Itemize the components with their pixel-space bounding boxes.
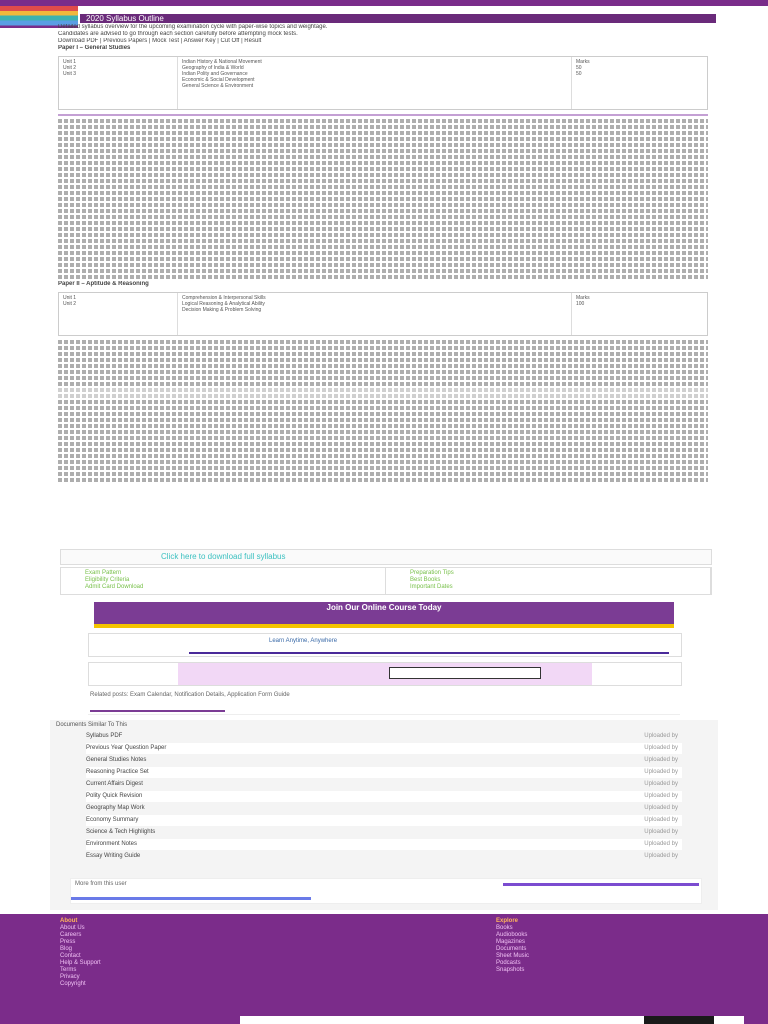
table-b-col-2 bbox=[178, 293, 572, 335]
related-link[interactable]: Best Books bbox=[410, 577, 441, 583]
document-meta: Uploaded by bbox=[644, 781, 678, 787]
document-title[interactable]: Essay Writing Guide bbox=[86, 853, 141, 859]
document-meta: Uploaded by bbox=[644, 745, 678, 751]
text-row bbox=[58, 125, 708, 129]
text-row bbox=[58, 436, 708, 440]
section-divider bbox=[58, 114, 708, 116]
text-row bbox=[58, 155, 708, 159]
document-title[interactable]: Economy Summary bbox=[86, 817, 139, 823]
document-meta: Uploaded by bbox=[644, 841, 678, 847]
footer-link[interactable]: Podcasts bbox=[496, 960, 521, 966]
text-row bbox=[58, 197, 708, 201]
text-row bbox=[58, 245, 708, 249]
related-link[interactable]: Exam Pattern bbox=[85, 570, 122, 576]
more-from-user bbox=[70, 878, 702, 904]
document-meta: Uploaded by bbox=[644, 829, 678, 835]
intro-line-2: Candidates are advised to go through each section carefully before attempting mock tests. bbox=[58, 31, 298, 37]
list-item[interactable] bbox=[86, 791, 682, 802]
text-row bbox=[58, 364, 708, 368]
document-title[interactable]: Reasoning Practice Set bbox=[86, 769, 149, 775]
text-row bbox=[58, 388, 708, 392]
table-b-col-1 bbox=[59, 293, 178, 335]
footer-link[interactable]: Press bbox=[60, 939, 76, 945]
text-row bbox=[58, 191, 708, 195]
list-item[interactable] bbox=[86, 851, 682, 862]
footer-col-left bbox=[60, 918, 101, 988]
list-item[interactable] bbox=[86, 815, 682, 826]
list-item[interactable] bbox=[86, 827, 682, 838]
table-cell: General Science & Environment bbox=[182, 83, 254, 89]
promo-banner-text: Join Our Online Course Today bbox=[326, 603, 442, 612]
text-row bbox=[58, 179, 708, 183]
footer-link[interactable]: Magazines bbox=[496, 939, 526, 945]
document-meta: Uploaded by bbox=[644, 757, 678, 763]
text-row bbox=[58, 460, 708, 464]
related-links-right bbox=[386, 568, 711, 594]
text-row bbox=[58, 382, 708, 386]
text-row bbox=[58, 406, 708, 410]
text-row bbox=[58, 251, 708, 255]
table-cell: 50 bbox=[576, 65, 582, 71]
document-title[interactable]: Syllabus PDF bbox=[86, 733, 123, 739]
text-row bbox=[58, 185, 708, 189]
list-item[interactable] bbox=[86, 755, 682, 766]
similar-documents bbox=[50, 720, 718, 910]
related-link[interactable]: Important Dates bbox=[410, 584, 453, 590]
text-row bbox=[58, 466, 708, 470]
footer-heading: Explore bbox=[496, 918, 519, 924]
ad-slot-1[interactable] bbox=[88, 633, 682, 657]
table-cell: Unit 3 bbox=[63, 71, 77, 77]
footer-link[interactable]: Contact bbox=[60, 953, 81, 959]
text-row bbox=[58, 119, 708, 123]
quick-links[interactable]: Download PDF | Previous Papers | Mock Test | Answer Key | Cut Off | Result bbox=[58, 38, 262, 44]
text-row bbox=[58, 454, 708, 458]
text-row bbox=[58, 472, 708, 476]
text-row bbox=[58, 424, 708, 428]
ad-frame bbox=[389, 667, 541, 679]
ad-strip bbox=[189, 652, 669, 654]
document-title[interactable]: Polity Quick Revision bbox=[86, 793, 143, 799]
text-row bbox=[58, 161, 708, 165]
footer-link[interactable]: Documents bbox=[496, 946, 527, 952]
footer-link[interactable]: Help & Support bbox=[60, 960, 101, 966]
list-item[interactable] bbox=[86, 731, 682, 742]
site-footer bbox=[0, 914, 768, 1024]
related-link[interactable]: Eligibility Criteria bbox=[85, 577, 130, 583]
text-row bbox=[58, 448, 708, 452]
text-row bbox=[58, 442, 708, 446]
table-cell: Indian History & National Movement bbox=[182, 59, 262, 65]
download-bar[interactable] bbox=[60, 549, 712, 565]
footer-badge[interactable] bbox=[644, 1016, 714, 1024]
table-cell: Economic & Social Development bbox=[182, 77, 255, 83]
footer-link[interactable]: Copyright bbox=[60, 981, 86, 987]
text-row bbox=[58, 233, 708, 237]
footer-link[interactable]: Careers bbox=[60, 932, 82, 938]
related-posts-underline bbox=[90, 710, 225, 712]
table-cell: Decision Making & Problem Solving bbox=[182, 307, 262, 313]
text-row bbox=[58, 418, 708, 422]
section-a-title: Paper I – General Studies bbox=[58, 45, 131, 51]
table-cell: Unit 2 bbox=[63, 301, 77, 307]
text-row bbox=[58, 203, 708, 207]
related-link[interactable]: Preparation Tips bbox=[410, 570, 454, 576]
document-meta: Uploaded by bbox=[644, 817, 678, 823]
footer-link[interactable]: Terms bbox=[60, 967, 77, 973]
table-cell: Comprehension & Interpersonal Skills bbox=[182, 295, 266, 301]
text-row bbox=[58, 149, 708, 153]
top-bar bbox=[0, 0, 768, 6]
document-meta: Uploaded by bbox=[644, 733, 678, 739]
text-row bbox=[58, 215, 708, 219]
document-meta: Uploaded by bbox=[644, 793, 678, 799]
table-cell: 50 bbox=[576, 71, 582, 77]
ad-text: Learn Anytime, Anywhere bbox=[269, 638, 338, 644]
section-b-title: Paper II – Aptitude & Reasoning bbox=[58, 281, 149, 287]
promo-banner[interactable] bbox=[94, 602, 674, 624]
footer-heading: About bbox=[60, 918, 78, 924]
document-title[interactable]: Geography Map Work bbox=[86, 805, 145, 811]
document-title[interactable]: Current Affairs Digest bbox=[86, 781, 143, 787]
text-row bbox=[58, 143, 708, 147]
document-title[interactable]: Environment Notes bbox=[86, 841, 138, 847]
page-title: 2020 Syllabus Outline bbox=[86, 14, 164, 23]
page-title-bar bbox=[80, 14, 716, 23]
text-row bbox=[58, 257, 708, 261]
download-link[interactable]: Click here to download full syllabus bbox=[161, 552, 286, 561]
document-title[interactable]: Previous Year Question Paper bbox=[86, 745, 167, 751]
document-title[interactable]: Science & Tech Highlights bbox=[86, 829, 156, 835]
document-meta: Uploaded by bbox=[644, 805, 678, 811]
text-row bbox=[58, 275, 708, 279]
text-row bbox=[58, 400, 708, 404]
text-row bbox=[58, 478, 708, 482]
footer-bottom-bar bbox=[240, 1016, 744, 1024]
syllabus-table-a bbox=[58, 56, 708, 110]
text-row bbox=[58, 430, 708, 434]
footer-link[interactable]: Books bbox=[496, 925, 513, 931]
document-title[interactable]: General Studies Notes bbox=[86, 757, 147, 763]
more-from-user-bar bbox=[71, 897, 311, 900]
footer-link[interactable]: Blog bbox=[60, 946, 73, 952]
table-cell: Unit 1 bbox=[63, 59, 77, 65]
document-meta: Uploaded by bbox=[644, 853, 678, 859]
footer-col-right bbox=[496, 918, 529, 974]
more-from-user-bar bbox=[503, 883, 699, 886]
related-link[interactable]: Admit Card Download bbox=[85, 584, 144, 590]
promo-banner-stripe bbox=[94, 624, 674, 628]
table-cell: Marks bbox=[576, 295, 590, 301]
text-row bbox=[58, 167, 708, 171]
text-row bbox=[58, 370, 708, 374]
list-item[interactable] bbox=[86, 839, 682, 850]
text-row bbox=[58, 221, 708, 225]
text-row bbox=[58, 239, 708, 243]
more-from-user-text[interactable]: More from this user bbox=[75, 881, 127, 887]
similar-documents-heading: Documents Similar To This bbox=[56, 722, 128, 728]
table-a-col-2 bbox=[178, 57, 572, 109]
text-row bbox=[58, 352, 708, 356]
table-cell: Unit 1 bbox=[63, 295, 77, 301]
footer-link[interactable]: About Us bbox=[60, 925, 85, 931]
text-row bbox=[58, 227, 708, 231]
table-cell: Indian Polity and Governance bbox=[182, 71, 248, 77]
text-row bbox=[58, 137, 708, 141]
footer-link[interactable]: Audiobooks bbox=[496, 932, 528, 938]
table-cell: Unit 2 bbox=[63, 65, 77, 71]
text-row bbox=[58, 131, 708, 135]
table-cell: Geography of India & World bbox=[182, 65, 244, 71]
text-row bbox=[58, 346, 708, 350]
article-body bbox=[58, 24, 708, 599]
document-meta: Uploaded by bbox=[644, 769, 678, 775]
related-posts bbox=[88, 690, 680, 715]
ad-slot-2[interactable] bbox=[88, 662, 682, 686]
text-row bbox=[58, 263, 708, 267]
list-item[interactable] bbox=[86, 779, 682, 790]
footer-link[interactable]: Snapshots bbox=[496, 967, 525, 973]
syllabus-table-b bbox=[58, 292, 708, 336]
table-cell: Logical Reasoning & Analytical Ability bbox=[182, 301, 265, 307]
table-b-col-3 bbox=[572, 293, 707, 335]
list-item[interactable] bbox=[86, 767, 682, 778]
table-a-col-3 bbox=[572, 57, 707, 109]
table-cell: 100 bbox=[576, 301, 585, 307]
table-a-col-1 bbox=[59, 57, 178, 109]
text-row bbox=[58, 412, 708, 416]
table-cell: Marks bbox=[576, 59, 590, 65]
related-posts-text[interactable]: Related posts: Exam Calendar, Notification Details, Application Form Guide bbox=[90, 692, 290, 698]
text-row bbox=[58, 269, 708, 273]
text-row bbox=[58, 358, 708, 362]
footer-link[interactable]: Privacy bbox=[60, 974, 80, 980]
text-row bbox=[58, 394, 708, 398]
text-row bbox=[58, 376, 708, 380]
related-links-left bbox=[61, 568, 386, 594]
footer-link[interactable]: Sheet Music bbox=[496, 953, 530, 959]
text-row bbox=[58, 173, 708, 177]
text-row bbox=[58, 340, 708, 344]
text-row bbox=[58, 209, 708, 213]
list-item[interactable] bbox=[86, 803, 682, 814]
related-links-box bbox=[60, 567, 712, 595]
list-item[interactable] bbox=[86, 743, 682, 754]
intro-line-1: Detailed syllabus overview for the upcoming examination cycle with paper-wise topics and weightage. bbox=[58, 24, 328, 30]
